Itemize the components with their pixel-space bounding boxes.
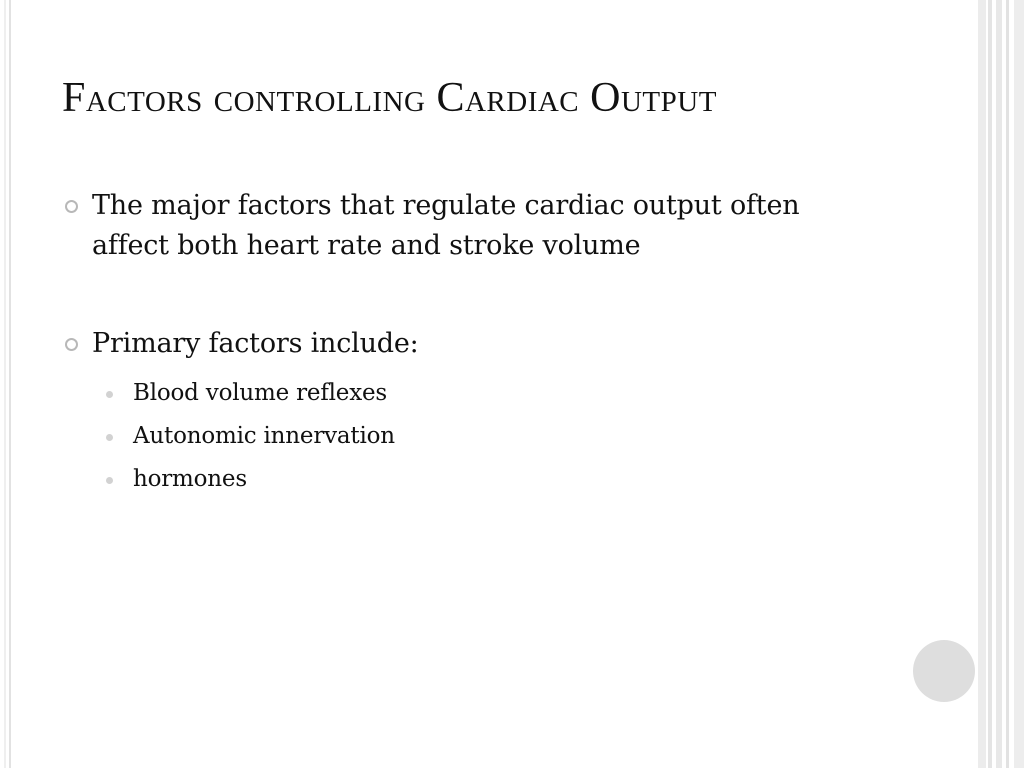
border-stripe <box>1014 0 1024 768</box>
bullet-text: The major factors that regulate cardiac output often affect both heart rate and stroke volume <box>92 190 800 261</box>
border-stripe <box>996 0 1002 768</box>
border-stripe <box>988 0 992 768</box>
sub-bullet-list <box>92 372 862 501</box>
sub-bullet-text: Blood volume reflexes <box>133 380 387 406</box>
filled-dot-bullet-icon <box>106 477 113 484</box>
filled-dot-bullet-icon <box>106 391 113 398</box>
border-stripe <box>978 0 986 768</box>
bullet-item <box>62 324 862 501</box>
bullet-text: Primary factors include: <box>92 328 419 359</box>
sub-bullet-item <box>92 372 862 415</box>
bullet-item <box>62 186 862 266</box>
sub-bullet-text: Autonomic innervation <box>133 423 395 449</box>
right-border-decoration <box>978 0 1024 768</box>
sub-bullet-item <box>92 458 862 501</box>
left-border-decoration <box>0 0 11 768</box>
hollow-circle-bullet-icon <box>65 338 78 351</box>
slide-title: Factors controlling Cardiac Output <box>62 75 717 121</box>
border-stripe <box>1006 0 1009 768</box>
sub-bullet-item <box>92 415 862 458</box>
hollow-circle-bullet-icon <box>65 200 78 213</box>
filled-dot-bullet-icon <box>106 434 113 441</box>
sub-bullet-text: hormones <box>133 466 247 492</box>
slide-content <box>62 186 862 501</box>
gray-circle-icon <box>913 640 975 702</box>
